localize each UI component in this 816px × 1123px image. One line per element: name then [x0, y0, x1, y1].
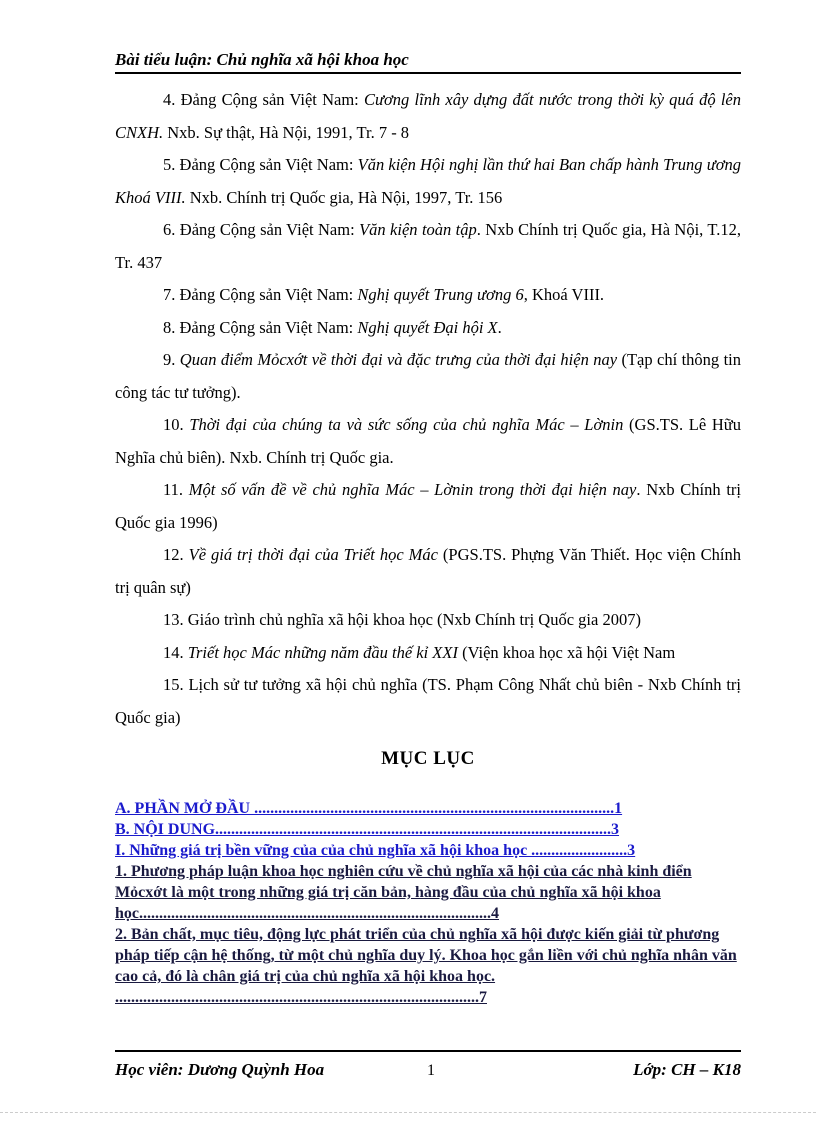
reference-title: Cương lĩnh xây dựng đất nước trong thời kỳ quá độ lên CNXH.: [115, 90, 741, 142]
reference-prefix: 7. Đảng Cộng sản Việt Nam:: [163, 285, 358, 304]
reference-suffix: , Khoá VIII.: [523, 285, 605, 304]
reference-suffix: . Nxb Chính trị Quốc gia 1996): [115, 480, 741, 532]
reference-title: Một số vấn đề về chủ nghĩa Mác – Lờnin trong thời đại hiện nay: [188, 480, 637, 499]
reference-prefix: 15. Lịch sử tư tưởng xã hội chủ nghĩa (TS. Phạm Công Nhất chủ biên - Nxb Chính trị Quốc gia): [115, 675, 741, 727]
document-body: [115, 84, 741, 1008]
reference-suffix: Nxb. Sự thật, Hà Nội, 1991, Tr. 7 - 8: [163, 122, 410, 142]
reference-item: [115, 604, 741, 637]
toc-entry-link[interactable]: A. PHẦN MỞ ĐẦU ..........................................................................................1: [115, 800, 623, 817]
reference-title: Về giá trị thời đại của Triết học Mác: [188, 545, 438, 564]
reference-title: Triết học Mác những năm đầu thế kỉ XXI: [187, 642, 458, 662]
reference-list: [115, 84, 741, 734]
reference-suffix: (Viện khoa học xã hội Việt Nam: [457, 642, 676, 662]
reference-item: [115, 409, 741, 474]
reference-item: [115, 669, 741, 734]
reference-title: Thời đại của chúng ta và sức sống của chủ nghĩa Mác – Lờnin: [189, 415, 624, 434]
footer-class: Lớp: CH – K18: [633, 1060, 741, 1079]
reference-suffix: .: [497, 317, 502, 337]
reference-item: [115, 344, 741, 409]
page-header: [115, 50, 741, 74]
reference-suffix: (Tạp chí thông tin công tác tư tưởng).: [115, 350, 741, 402]
reference-item: [115, 539, 741, 604]
reference-item: [115, 84, 741, 149]
reference-prefix: 6. Đảng Cộng sản Việt Nam:: [163, 220, 360, 239]
reference-suffix: (PGS.TS. Phựng Văn Thiết. Học viện Chính trị quân sự): [115, 545, 742, 597]
page-footer: [115, 1050, 741, 1086]
reference-prefix: 12.: [163, 545, 189, 564]
reference-item: [115, 312, 741, 345]
toc-title: MỤC LỤC: [381, 748, 475, 769]
header-title: Bài tiểu luận: Chủ nghĩa xã hội khoa học: [115, 50, 409, 69]
reference-prefix: 11.: [163, 480, 189, 499]
reference-suffix: Nxb. Chính trị Quốc gia, Hà Nội, 1997, Tr. 156: [185, 187, 503, 207]
reference-prefix: 8. Đảng Cộng sản Việt Nam:: [163, 317, 358, 337]
reference-item: [115, 149, 741, 214]
table-of-contents: [115, 798, 741, 1008]
toc-entry-link[interactable]: B. NỘI DUNG...................................................................................................3: [115, 821, 620, 838]
reference-prefix: 14.: [163, 642, 188, 662]
reference-item: [115, 637, 741, 670]
reference-prefix: 10.: [163, 415, 190, 434]
toc-entry-link[interactable]: 2. Bản chất, mục tiêu, động lực phát triển của chủ nghĩa xã hội được kiến giải từ phương pháp tiếp cận hệ thống, từ một chủ nghĩa duy lý. Khoa học gắn liền với chủ nghĩa nhân văn cao cả, đó là chân giá trị của chủ nghĩa xã hội khoa học. ...........................................................................................7: [115, 926, 737, 1006]
reference-item: [115, 474, 741, 539]
reference-suffix: (GS.TS. Lê Hữu Nghĩa chủ biên). Nxb. Chính trị Quốc gia.: [115, 415, 741, 467]
reference-prefix: 9.: [163, 350, 180, 369]
reference-prefix: 5. Đảng Cộng sản Việt Nam:: [163, 155, 358, 174]
footer-student: Học viên: Dương Quỳnh Hoa: [115, 1060, 325, 1079]
reference-item: [115, 214, 741, 279]
reference-title: Quan điểm Mỏcxớt về thời đại và đặc trưng của thời đại hiện nay: [179, 350, 618, 369]
reference-item: [115, 279, 741, 312]
reference-title: Nghị quyết Đại hội X: [357, 317, 498, 337]
page-edge-divider: [0, 1112, 816, 1113]
reference-title: Văn kiện toàn tập: [359, 220, 477, 239]
reference-suffix: . Nxb Chính trị Quốc gia, Hà Nội, T.12, Tr. 437: [115, 220, 742, 272]
reference-prefix: 13. Giáo trình chủ nghĩa xã hội khoa học (Nxb Chính trị Quốc gia 2007): [163, 610, 641, 629]
toc-entry-link[interactable]: I. Những giá trị bền vững của của chủ nghĩa xã hội khoa học ........................3: [115, 842, 636, 859]
page-number: 1: [427, 1062, 435, 1079]
reference-prefix: 4. Đảng Cộng sản Việt Nam:: [163, 90, 364, 109]
toc-entry-link[interactable]: 1. Phương pháp luận khoa học nghiên cứu về chủ nghĩa xã hội của các nhà kinh điển Mỏcxớt là một trong những giá trị căn bản, hàng đầu của chủ nghĩa xã hội khoa học........................................................................................4: [115, 863, 692, 922]
reference-title: Văn kiện Hội nghị lần thứ hai Ban chấp hành Trung ương Khoá VIII.: [115, 155, 742, 207]
reference-title: Nghị quyết Trung ương 6: [357, 285, 524, 304]
